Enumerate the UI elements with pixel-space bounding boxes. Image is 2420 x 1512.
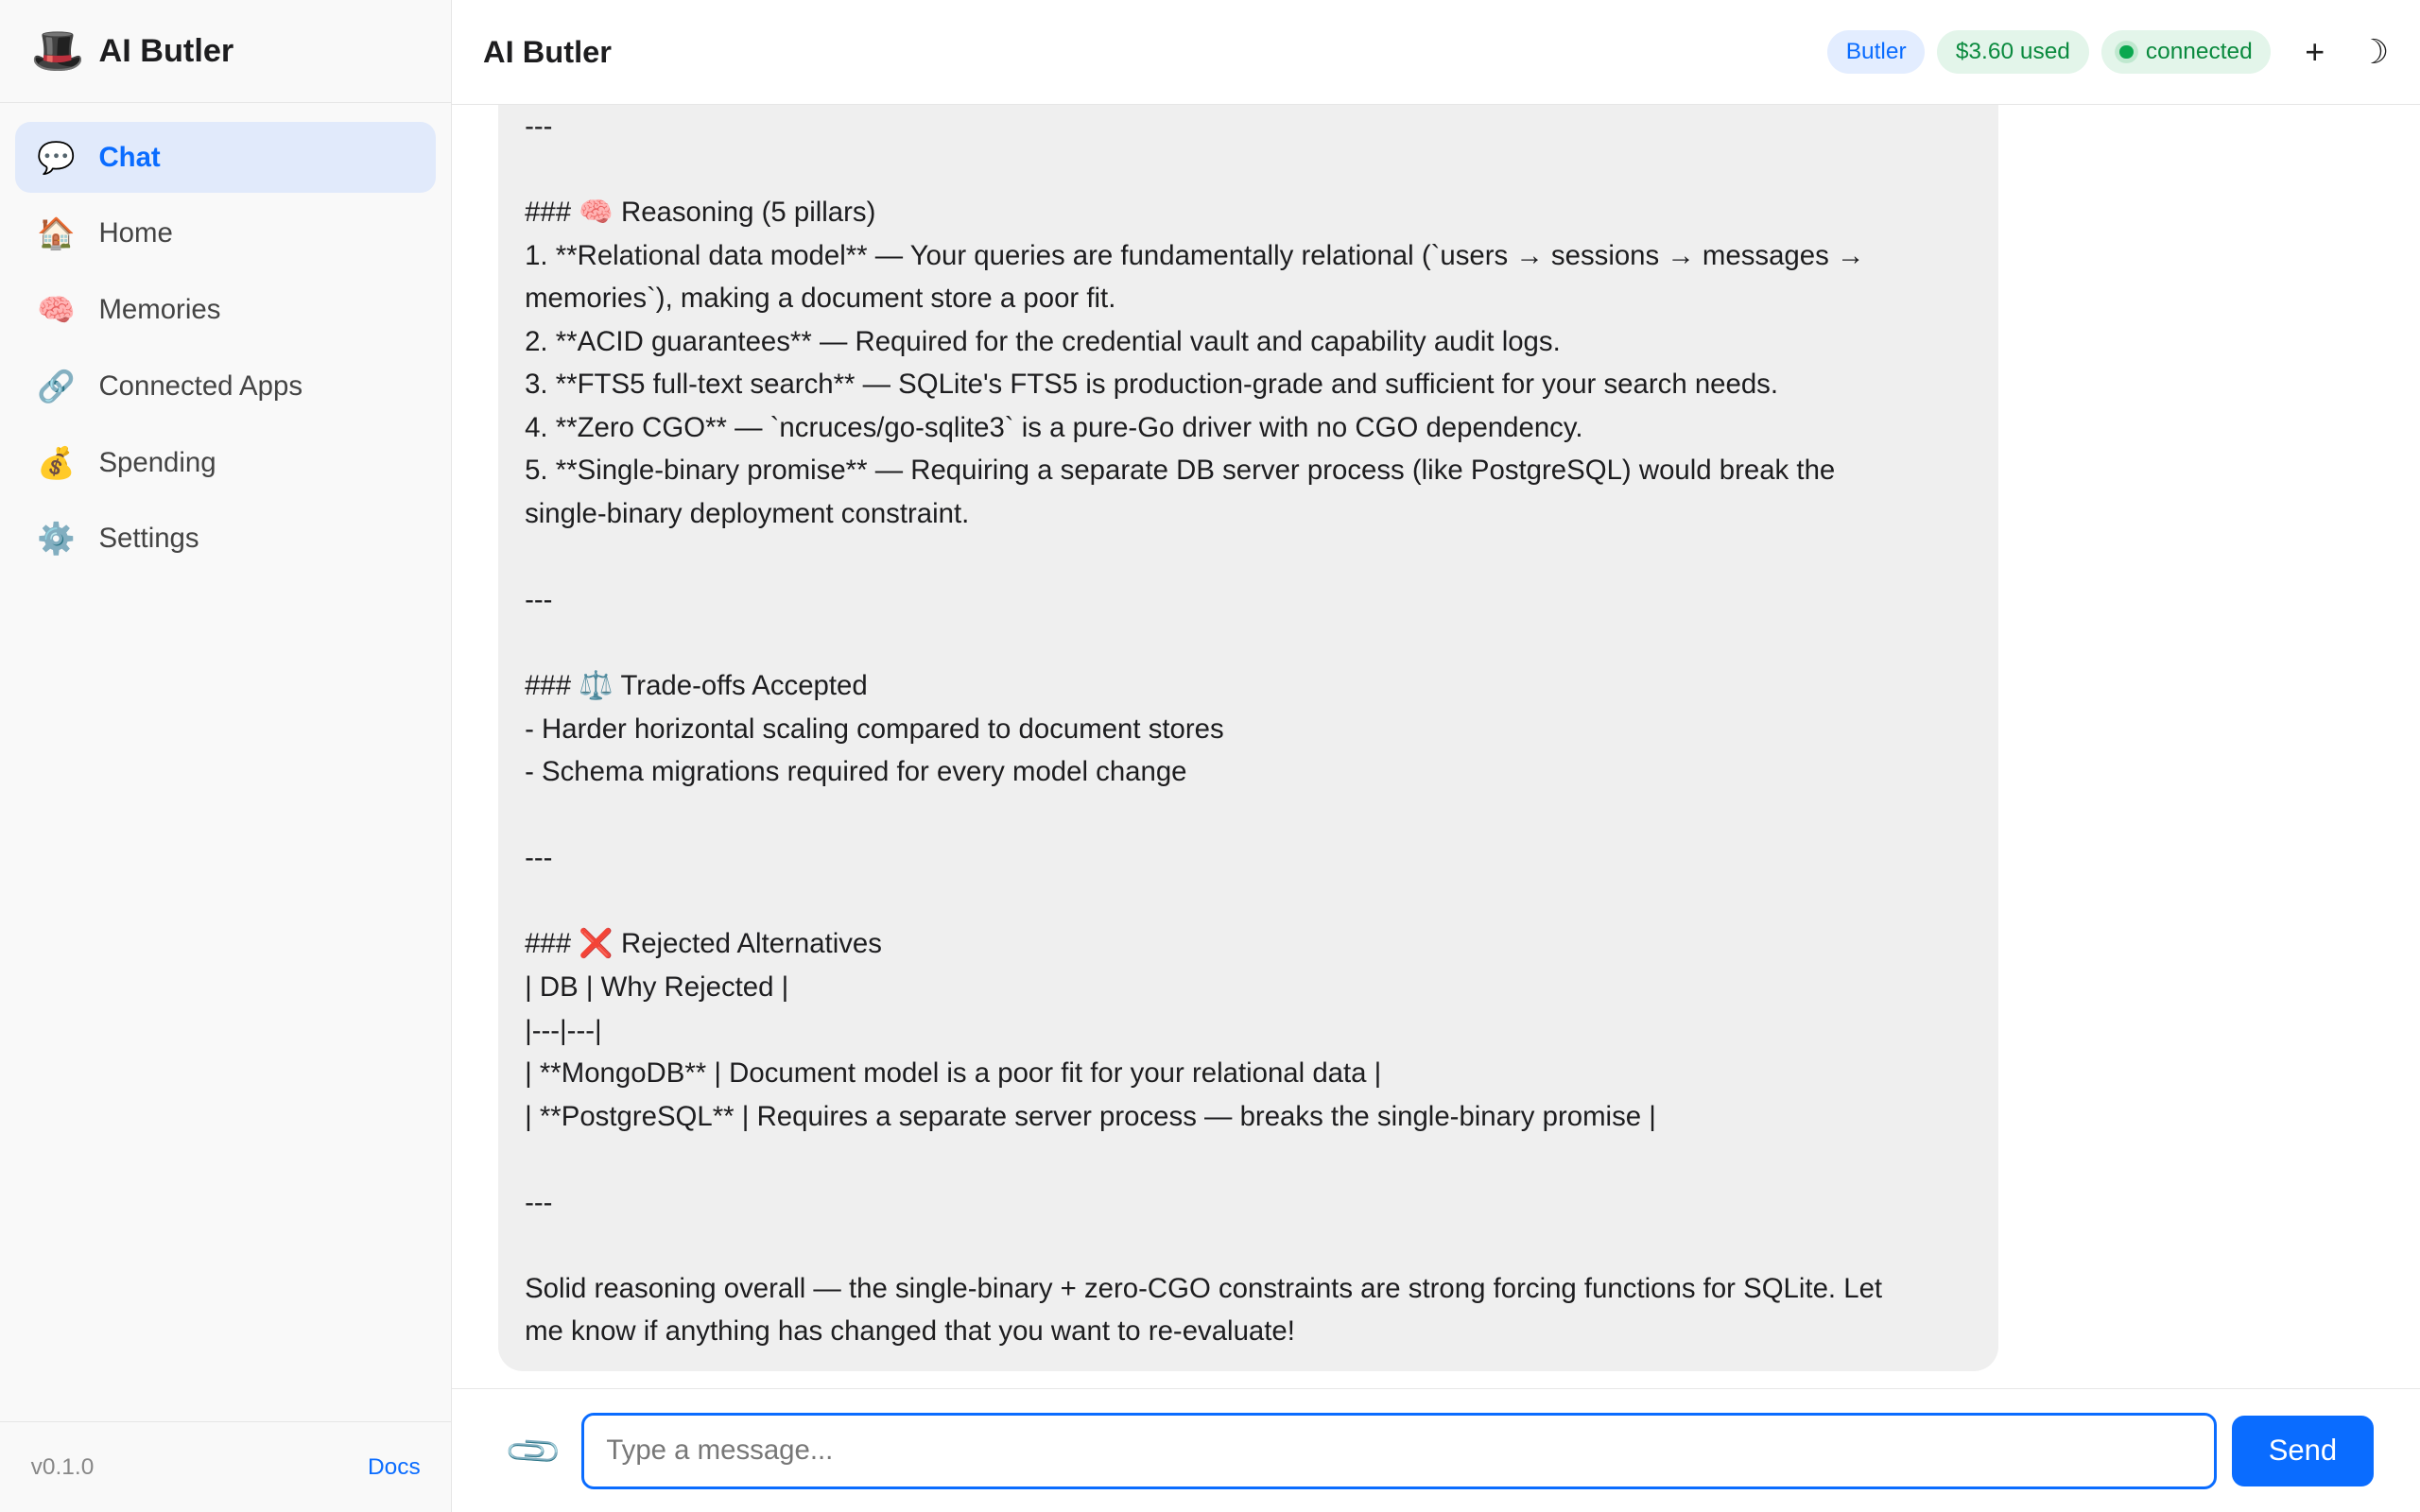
message-line: ### ⚖️ Trade-offs Accepted bbox=[525, 670, 868, 702]
status-dot-icon bbox=[2119, 45, 2134, 60]
link-icon: 🔗 bbox=[37, 368, 76, 404]
message-line: ### ❌ Rejected Alternatives bbox=[525, 928, 882, 960]
sidebar-item-label: Memories bbox=[98, 294, 221, 326]
money-bag-icon: 💰 bbox=[37, 444, 76, 480]
sidebar-item-label: Home bbox=[98, 217, 173, 249]
docs-link[interactable]: Docs bbox=[367, 1453, 421, 1480]
send-button[interactable]: Send bbox=[2232, 1416, 2374, 1486]
attach-paperclip-icon[interactable]: 📎 bbox=[504, 1421, 566, 1484]
message-line bbox=[525, 794, 1972, 837]
sidebar-item-connected-apps[interactable] bbox=[15, 351, 436, 421]
sidebar-item-label: Settings bbox=[98, 523, 199, 555]
sidebar bbox=[0, 0, 452, 1512]
main-panel bbox=[452, 0, 2420, 1512]
gear-icon: ⚙️ bbox=[37, 521, 76, 557]
house-icon: 🏠 bbox=[37, 215, 76, 251]
message-line: - Harder horizontal scaling compared to document stores bbox=[525, 713, 1224, 745]
message-line: 3. **FTS5 full-text search** — SQLite's FTS5 is production-grade and sufficient for your search needs. bbox=[525, 369, 1779, 401]
message-line: --- bbox=[525, 1186, 553, 1218]
message-line: memories`), making a document store a poor fit. bbox=[525, 283, 1116, 315]
sidebar-nav bbox=[0, 103, 451, 1421]
message-line: 2. **ACID guarantees** — Required for the credential vault and capability audit logs. bbox=[525, 325, 1561, 357]
connection-status-badge bbox=[2101, 30, 2272, 74]
message-line bbox=[525, 535, 1972, 578]
message-line bbox=[525, 1138, 1972, 1181]
header bbox=[452, 0, 2420, 105]
message-line: | DB | Why Rejected | bbox=[525, 971, 789, 1003]
sidebar-item-label: Chat bbox=[98, 141, 161, 173]
brand bbox=[0, 0, 451, 103]
message-line: me know if anything has changed that you want to re-evaluate! bbox=[525, 1315, 1295, 1348]
message-line: 1. **Relational data model** — Your queries are fundamentally relational (`users → sessions → messages → bbox=[525, 239, 1865, 271]
app-name: AI Butler bbox=[98, 32, 234, 69]
composer bbox=[452, 1388, 2420, 1512]
theme-toggle-moon-icon[interactable]: ☽ bbox=[2359, 32, 2390, 71]
message-line: Solid reasoning overall — the single-binary + zero-CGO constraints are strong forcing functions for SQLite. Let bbox=[525, 1272, 1883, 1304]
assistant-message bbox=[498, 105, 1998, 1371]
chat-area[interactable] bbox=[452, 105, 2420, 1388]
sidebar-item-spending[interactable] bbox=[15, 427, 436, 498]
brain-icon: 🧠 bbox=[37, 292, 76, 328]
usage-badge: $3.60 used bbox=[1937, 30, 2088, 74]
new-chat-button[interactable]: + bbox=[2305, 32, 2325, 71]
connection-status-label: connected bbox=[2145, 39, 2253, 64]
top-hat-icon: 🎩 bbox=[30, 26, 85, 75]
message-line bbox=[525, 622, 1972, 665]
message-line: --- bbox=[525, 842, 553, 874]
message-line: | **PostgreSQL** | Requires a separate server process — breaks the single-binary promise | bbox=[525, 1100, 1656, 1132]
sidebar-footer bbox=[0, 1421, 451, 1512]
sidebar-item-label: Connected Apps bbox=[98, 369, 303, 402]
message-line: - Schema migrations required for every model change bbox=[525, 756, 1187, 788]
sidebar-item-memories[interactable] bbox=[15, 275, 436, 346]
sidebar-item-chat[interactable] bbox=[15, 122, 436, 193]
message-line: single-binary deployment constraint. bbox=[525, 497, 970, 529]
sidebar-item-settings[interactable] bbox=[15, 504, 436, 575]
message-input[interactable] bbox=[581, 1413, 2216, 1489]
message-line: 5. **Single-binary promise** — Requiring a separate DB server process (like PostgreSQL) would break the bbox=[525, 455, 1836, 487]
message-line: ### 🧠 Reasoning (5 pillars) bbox=[525, 197, 876, 229]
speech-bubble-icon: 💬 bbox=[37, 139, 76, 175]
message-line: --- bbox=[525, 584, 553, 616]
message-line: --- bbox=[525, 111, 553, 143]
message-line bbox=[525, 148, 1972, 192]
message-line bbox=[525, 880, 1972, 923]
message-line: 4. **Zero CGO** — `ncruces/go-sqlite3` is a pure-Go driver with no CGO dependency. bbox=[525, 411, 1583, 443]
version-label: v0.1.0 bbox=[30, 1453, 95, 1480]
message-line: |---|---| bbox=[525, 1014, 602, 1046]
sidebar-item-label: Spending bbox=[98, 446, 216, 478]
message-line: | **MongoDB** | Document model is a poor fit for your relational data | bbox=[525, 1057, 1382, 1090]
page-title: AI Butler bbox=[483, 34, 613, 69]
sidebar-item-home[interactable] bbox=[15, 198, 436, 269]
message-line bbox=[525, 1224, 1972, 1267]
agent-badge[interactable]: Butler bbox=[1827, 30, 1925, 74]
